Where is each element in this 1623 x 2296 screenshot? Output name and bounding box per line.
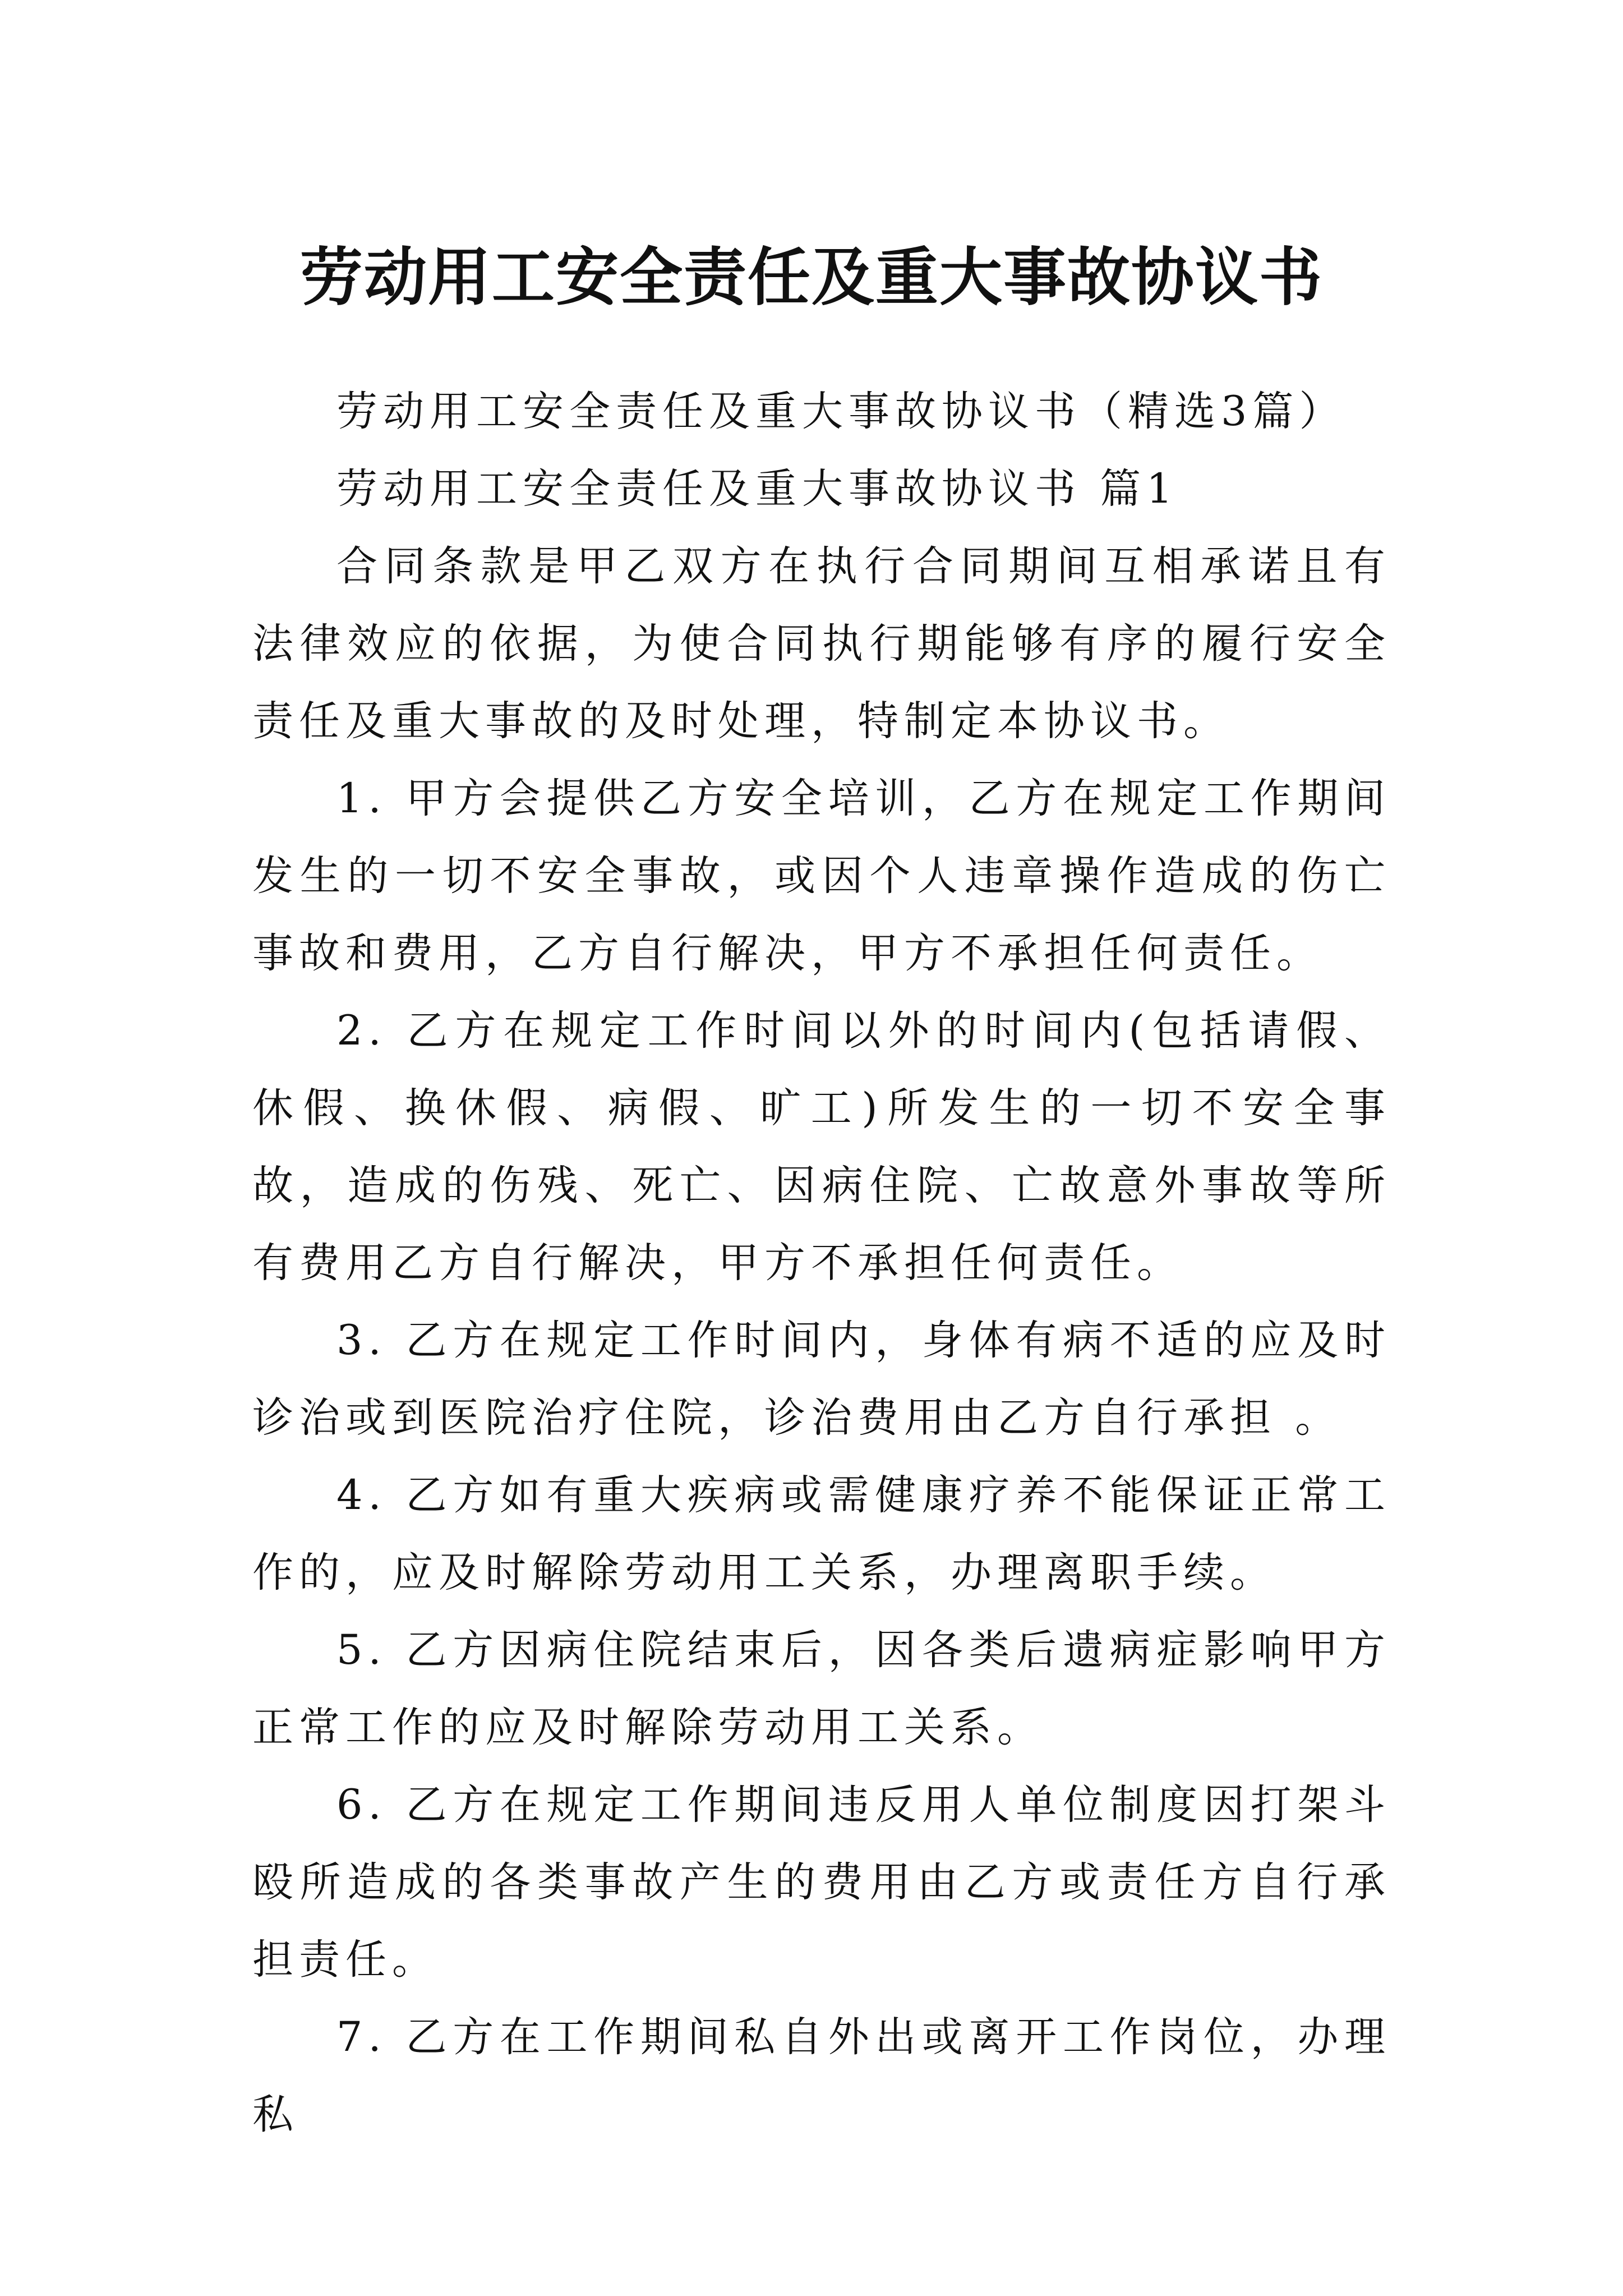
paragraph-intro: 合同条款是甲乙双方在执行合同期间互相承诺且有法律效应的依据，为使合同执行期能够有序的履行安全责任及重大事故的及时处理，特制定本协议书。 (252, 542, 1391, 745)
paragraph-clause-1: 1. 甲方会提供乙方安全培训，乙方在规定工作期间发生的一切不安全事故，或因个人违章操作造成的伤亡事故和费用，乙方自行解决，甲方不承担任何责任。 (252, 775, 1391, 977)
paragraph-clause-5: 5. 乙方因病住院结束后，因各类后遗病症影响甲方正常工作的应及时解除劳动用工关系。 (252, 1626, 1391, 1751)
paragraph-collection-heading: 劳动用工安全责任及重大事故协议书（精选3篇） (336, 388, 1346, 435)
paragraph-clause-3: 3. 乙方在规定工作时间内，身体有病不适的应及时诊治或到医院治疗住院，诊治费用由乙方自行承担 。 (252, 1317, 1391, 1442)
document-title: 劳动用工安全责任及重大事故协议书 (300, 241, 1323, 315)
paragraph-section-heading: 劳动用工安全责任及重大事故协议书 篇1 (336, 465, 1178, 513)
paragraph-clause-4: 4. 乙方如有重大疾病或需健康疗养不能保证正常工作的，应及时解除劳动用工关系，办理离职手续。 (252, 1471, 1391, 1596)
paragraph-clause-7: 7. 乙方在工作期间私自外出或离开工作岗位，办理私 (252, 2013, 1391, 2138)
paragraph-clause-6: 6. 乙方在规定工作期间违反用人单位制度因打架斗殴所造成的各类事故产生的费用由乙方或责任方自行承担责任。 (252, 1781, 1391, 1984)
paragraph-clause-2: 2. 乙方在规定工作时间以外的时间内(包括请假、休假、换休假、病假、旷工)所发生的一切不安全事故，造成的伤残、死亡、因病住院、亡故意外事故等所有费用乙方自行解决，甲方不承担任何责任。 (252, 1007, 1391, 1287)
document-body (252, 373, 1391, 2154)
